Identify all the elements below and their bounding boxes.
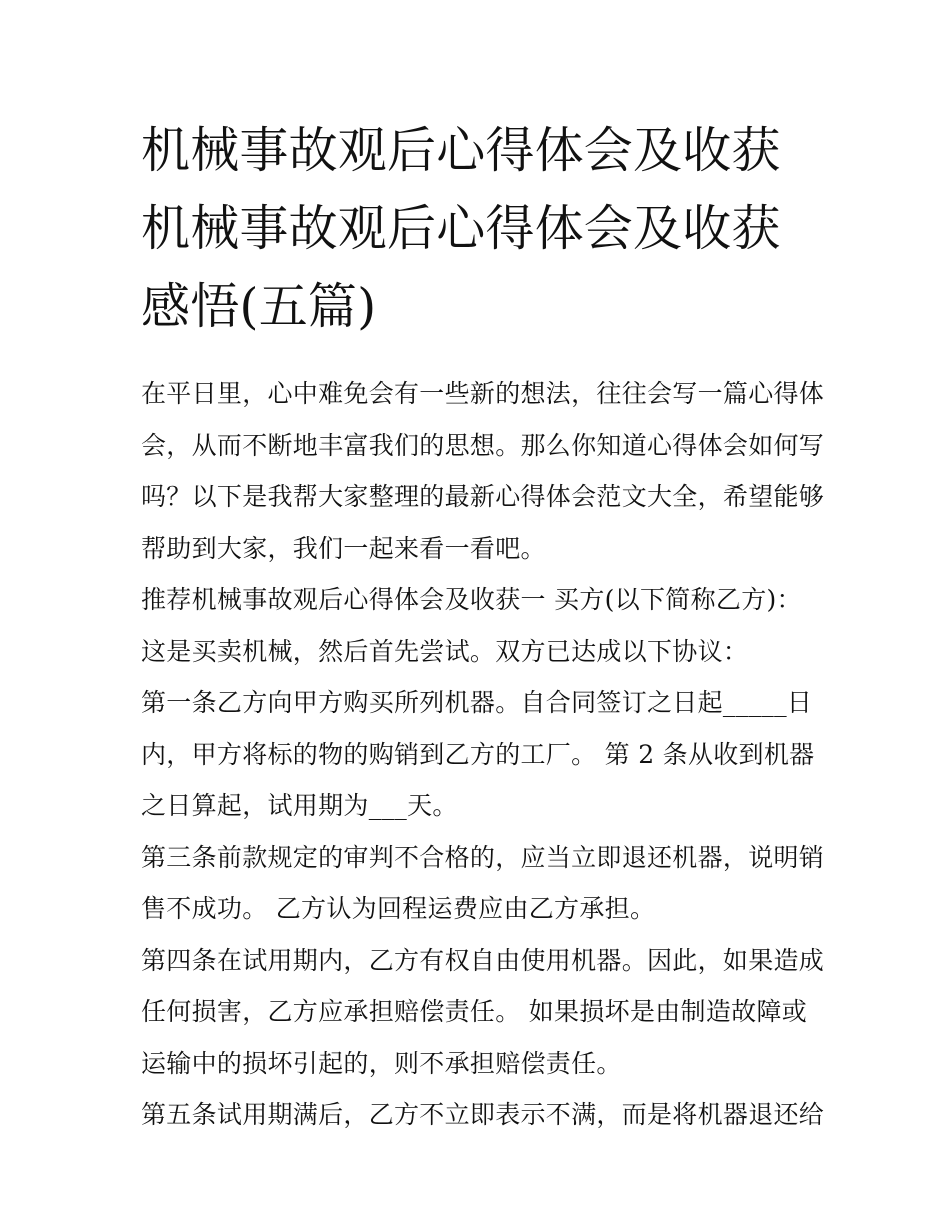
body-line: 第三条前款规定的审判不合格的，应当立即退还机器，说明销 [141, 842, 825, 872]
title-line: 感悟(五篇) [141, 278, 377, 335]
body-line: 第四条在试用期内，乙方有权自由使用机器。因此，如果造成 [141, 945, 825, 975]
title-line: 机械事故观后心得体会及收获 [141, 122, 781, 179]
body-line: 内，甲方将标的物的购销到乙方的工厂。 第 2 条从收到机器 [141, 739, 815, 769]
body-line: 第五条试用期满后，乙方不立即表示不满，而是将机器退还给 [141, 1100, 825, 1129]
document-body [141, 368, 825, 1141]
body-line: 这是买卖机械，然后首先尝试。双方已达成以下协议： [141, 636, 749, 666]
body-line: 之日算起，试用期为___天。 [141, 791, 458, 820]
document-content [141, 112, 825, 1141]
body-line: 任何损害，乙方应承担赔偿责任。 如果损坏是由制造故障或 [141, 997, 808, 1026]
title-line: 机械事故观后心得体会及收获 [141, 200, 781, 257]
body-line: 售不成功。 乙方认为回程运费应由乙方承担。 [141, 894, 656, 923]
document-title [141, 112, 813, 346]
body-line: 吗？以下是我帮大家整理的最新心得体会范文大全，希望能够 [141, 482, 825, 511]
body-line: 帮助到大家，我们一起来看一看吧。 [141, 533, 546, 563]
body-line: 会，从而不断地丰富我们的思想。那么你知道心得体会如何写 [141, 430, 825, 460]
body-line: 第一条乙方向甲方购买所列机器。自合同签订之日起_____日 [141, 688, 813, 717]
body-line: 在平日里，心中难免会有一些新的想法，往往会写一篇心得体 [141, 379, 825, 408]
body-line: 运输中的损坏引起的，则不承担赔偿责任。 [141, 1048, 622, 1078]
body-line: 推荐机械事故观后心得体会及收获一 买方(以下简称乙方)： [141, 585, 802, 614]
